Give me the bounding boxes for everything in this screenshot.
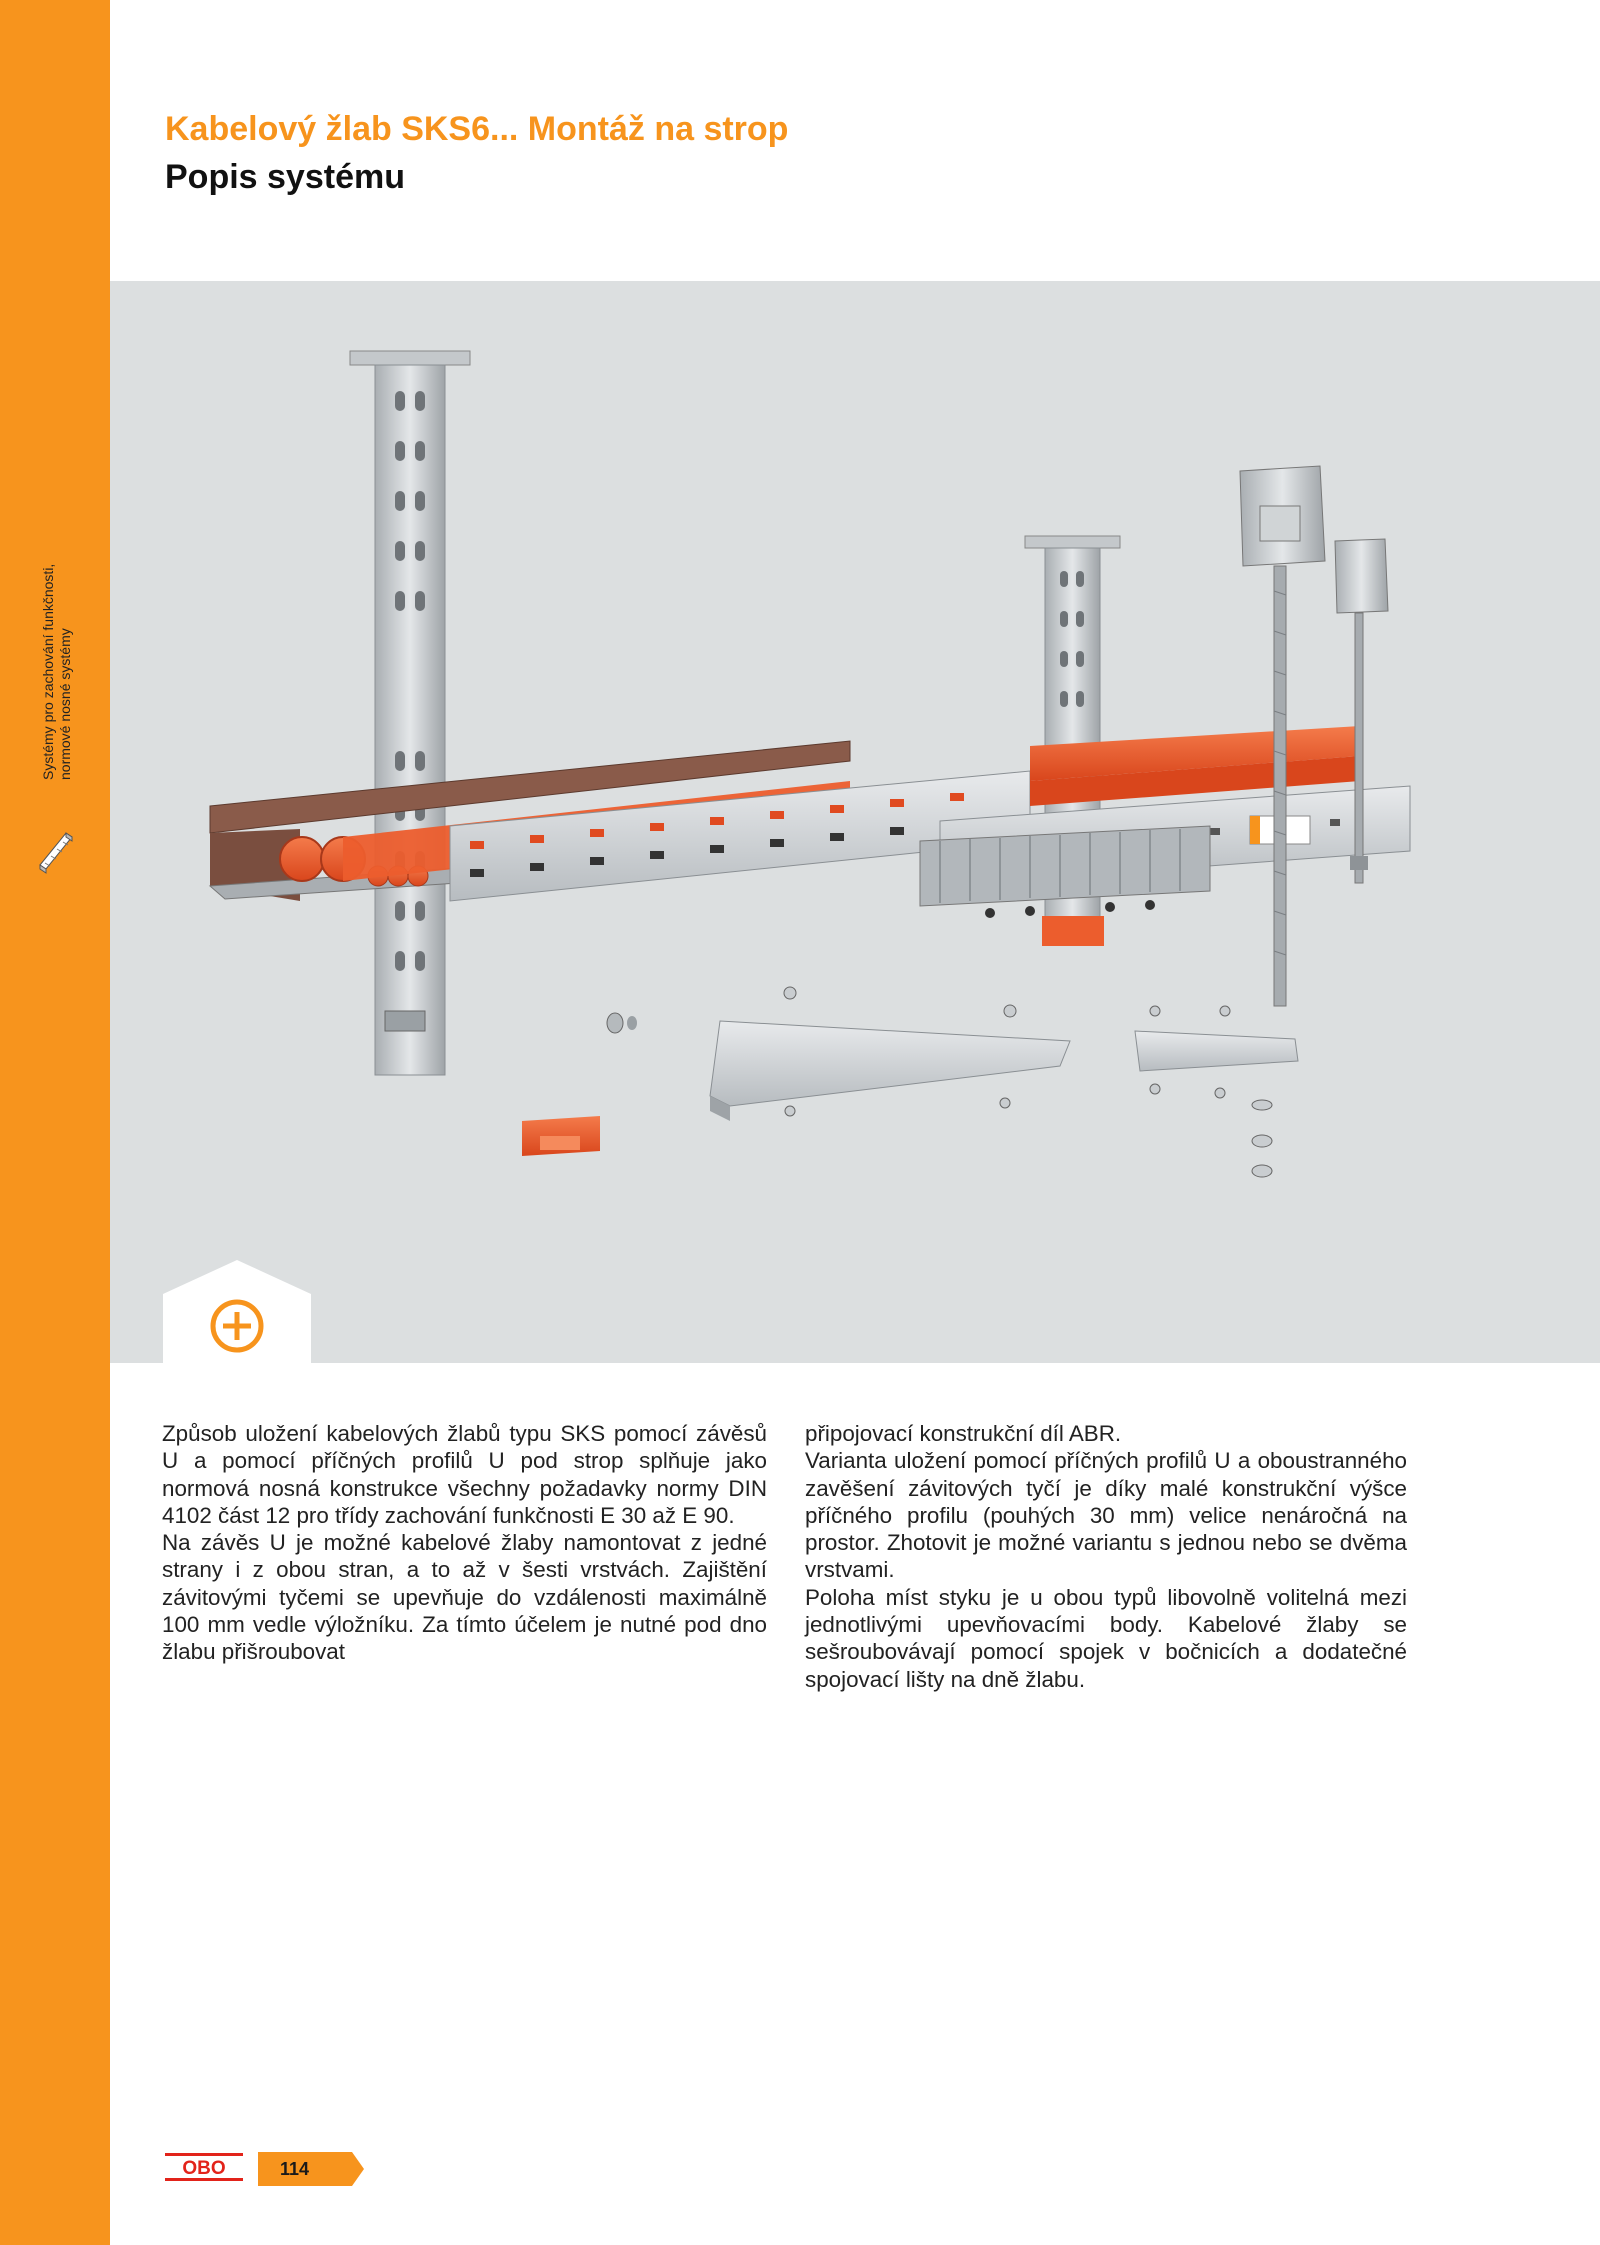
- sidebar-category-line1: Systémy pro zachování funkčnosti,: [40, 563, 56, 780]
- body-text-right: [805, 1420, 1407, 1693]
- body-paragraph: Na závěs U je možné kabelové žlaby namontovat z jedné strany i z obou stran, a to až v šesti vrstvách. Zajištění závitovými tyčemi se upevňuje do vzdálenosti maximálně 100 mm vedle výložníku. Za tímto účelem je nutné pod dno žlabu přišroubovat: [162, 1530, 767, 1665]
- u-hanger-left: [350, 351, 637, 1075]
- obo-logo: [165, 2153, 243, 2181]
- page-title: Kabelový žlab SKS6... Montáž na strop: [165, 110, 789, 148]
- body-text-left: [162, 1420, 767, 1666]
- cable-tray-icon: [36, 825, 76, 875]
- body-paragraph: Poloha míst styku je u obou typů libovolně volitelná mezi jednotlivými upevňovacími body. Kabelové žlaby se sešroubovávají pomocí spojek v bočnicích a dodatečné spojovací lišty na dně žlabu.: [805, 1584, 1407, 1692]
- cross-u-profile: [1135, 1006, 1298, 1177]
- page-number: 114: [280, 2159, 310, 2179]
- page-subtitle: Popis systému: [165, 158, 405, 196]
- plus-badge: [163, 1260, 311, 1363]
- logo-text: OBO: [182, 2158, 226, 2179]
- product-illustration: [110, 281, 1600, 1363]
- sidebar-category-line2: normové nosné systémy: [57, 628, 73, 780]
- cantilever-bracket: [710, 987, 1070, 1121]
- cable-tray-left: [210, 741, 1030, 901]
- page-number-tab: [258, 2152, 364, 2186]
- body-paragraph: Varianta uložení pomocí příčných profilů U a oboustranného zavěšení závitových tyčí je díky malé konstrukční výšce příčného profilu (pouhých 30 mm) velice nenáročná na prostor. Zhotovit je možné variantu s jednou nebo se dvěma vrstvami.: [805, 1448, 1407, 1583]
- sidebar-band: [0, 0, 110, 2245]
- body-paragraph: Způsob uložení kabelových žlabů typu SKS pomocí závěsů U a pomocí příčných profilů U pod strop splňuje jako normová nosná konstrukce všechny požadavky normy DIN 4102 část 12 pro třídy zachování funkčnosti E 30 až E 90.: [162, 1421, 767, 1528]
- orange-clip: [522, 1116, 600, 1156]
- sidebar-category-label: [40, 520, 80, 780]
- body-paragraph: připojovací konstrukční díl ABR.: [805, 1421, 1122, 1446]
